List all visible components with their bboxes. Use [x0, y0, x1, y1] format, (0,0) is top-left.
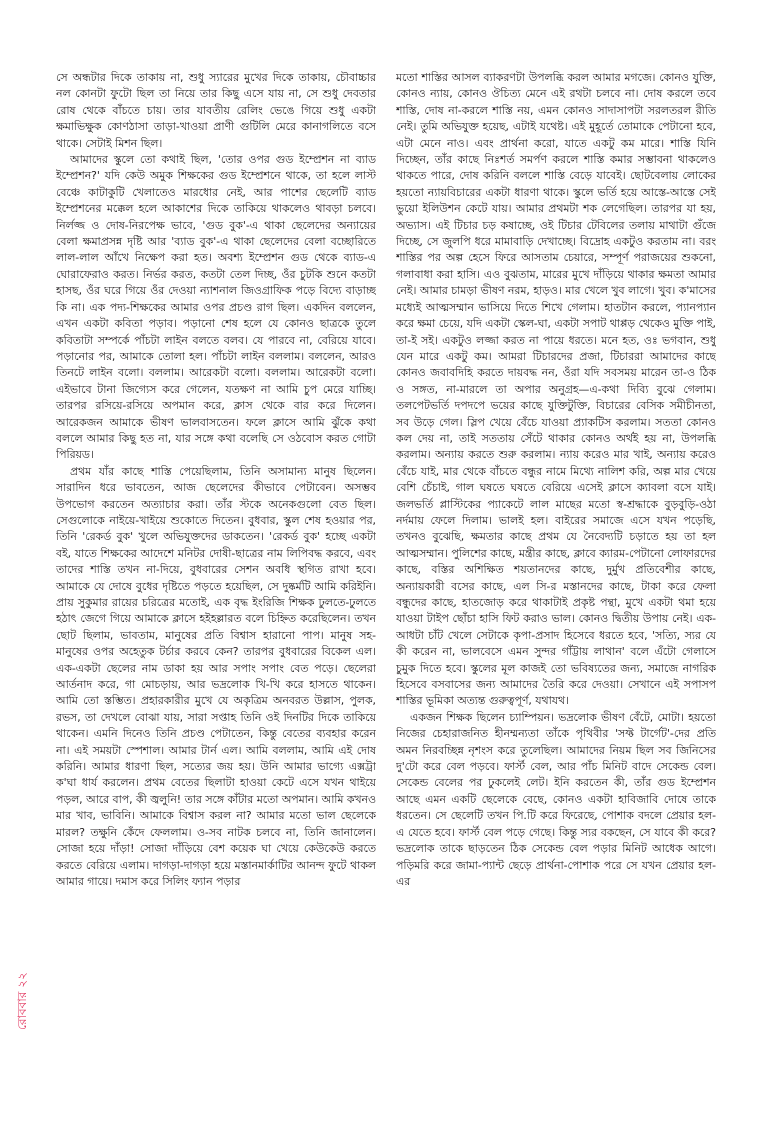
- paragraph: আমাদের স্কুলে তো কথাই ছিল, 'তোর ওপর গুড ইম্প্রেশন না ব্যাড ইম্প্রেশন?' যদি কেউ অমুক শিক্ষকের গুড ইম্প্রেশনে থাকে, তা হলে লাস্ট বেঞ্চে কাটাকুটি খেলাতেও মারধোর নেই, আর পাশের ছেলেটি ব্যাড ইম্প্রেশনের মক্কেল হলে আকাশের দিকে তাকিয়ে থাকলেও থাবড়া চলবে। নির্লজ্জ ও দোষ-নিরপেক্ষ ভাবে, 'গুড বুক'-এ থাকা ছেলেদের অন্যায়ের বেলা ক্ষমাপ্রসন্ন দৃষ্টি আর 'ব্যাড বুক'-এ থাকা ছেলেদের বেলা বচ্ছোরিতে লাল-লাল আঁখে নিক্ষেপ করা হত। অবশ্য ইম্প্রেশন গুড থেকে ব্যাড-এ ঘোরাফেরাও করত। নির্ভর করত, কতটা তেল দিচ্ছ, ওঁর চুটকি শুনে কতটা হাসছ, ওঁর ঘরে গিয়ে ওঁর দেওয়া ন্যাশনাল জিওগ্রাফিক পড়ে বিদ্যে বাড়াচ্ছ কি না। এক পদ্য-শিক্ষকের আমার ওপর প্রচণ্ড রাগ ছিল। একদিন বললেন, এখন একটা কবিতা পড়াব। পড়ানো শেষ হলে যে কোনও ছাত্রকে তুলে কবিতাটা সম্পর্কে পাঁচটা লাইন বলতে বলব। যে পারবে না, বেরিয়ে যাবে। পড়ানোর পর, আমাকে তোলা হল। পাঁচটা লাইন বললাম। বললেন, আরও তিনটে লাইন বলো। বললাম। আরেকটা বলো। বললাম। আরেকটা বলো। এইভাবে টানা জিগ্যেস করে গেলেন, যতক্ষণ না আমি চুপ মেরে যাচ্ছি। তারপর রসিয়ে-রসিয়ে অপমান করে, ক্লাস থেকে বার করে দিলেন। আরেকজন আমাকে ভীষণ ভালবাসতেন। ফলে ক্লাসে আমি ঝুঁকে কথা বললে আমার কিছু হত না, যার সঙ্গে কথা বলেছি সে ওঠবোস করত গোটা পিরিয়ড।: [56, 153, 376, 462]
- paragraph: একজন শিক্ষক ছিলেন চ্যাম্পিয়ন। ভদ্রলোক ভীষণ বেঁটে, মোটা। হয়তো নিজের চেহারাজনিত হীনম্মন্যতা তাঁকে পৃথিবীর 'সফ্ট টার্গেট'-দের প্রতি অমন নিরবচ্ছিন্ন নৃশংস করে তুলেছিল। আমাদের নিয়ম ছিল সব জিনিসের দু'টো করে বেল পড়বে। ফার্স্ট বেল, আর পাঁচ মিনিট বাদে সেকেন্ড বেল। সেকেন্ড বেলের পর ঢুকলেই লেট। ইনি করতেন কী, তাঁর গুড ইম্প্রেশন আছে এমন একটি ছেলেকে বেছে, কোনও একটা হাবিজাবি দোষে তাকে ধরতেন। সে ছেলেটি তখন পি.টি করে ফিরেছে, পোশাক বদলে প্রেয়ার হল-এ যেতে হবে। ফার্স্ট বেল পড়ে গেছে। কিন্তু স্যর বকছেন, সে যাবে কী করে? ভদ্রলোক তাকে ছাড়তেন ঠিক সেকেন্ড বেল পড়ার মিনিট আধেক আগে। পড়িমরি করে জামা-প্যান্ট ছেড়ে প্রার্থনা-পোশাক পরে সে যখন প্রেয়ার হল-এর: [396, 710, 716, 888]
- paragraph: সে অন্ধটার দিকে তাকায় না, শুধু স্যারের মুখের দিকে তাকায়, চৌবাচ্চার নল কোনটা ফুটো ছিল তা নিয়ে তার কিছু এসে যায় না, সে শুধু দেবতার রোষ থেকে বাঁচতে চায়। তার যাবতীয় রেলিং ভেঙে গিয়ে শুধু একটা ক্ষমাভিক্ষুক কোণঠাসা তাড়া-খাওয়া প্রাণী গুটিলি মেরে কানাগলিতে বসে থাকে। সেটাই মিশন ছিল।: [56, 71, 376, 150]
- text-column-right: [396, 70, 716, 1110]
- paragraph: মতো শাস্তির আসল ব্যাকরণটা উপলব্ধি করল আমার মগজে। কোনও যুক্তি, কোনও ন্যায়, কোনও ঔচিত্য মেনে এই রথটা চলবে না। দোষ করলে তবে শাস্তি, দোষ না-করলে শাস্তি নয়, এমন কোনও সাদাসাপটা সরলতরল রীতি নেই। তুমি অভিযুক্ত হয়েছ, এটাই যথেষ্ট। এই মুহূর্তে তোমাকে পেটানো হবে, এটা মেনে নাও। এবং প্রার্থনা করো, যাতে একটু কম মারে। শাস্তি যিনি দিচ্ছেন, তাঁর কাছে নিঃশর্ত সমর্পণ করলে শাস্তি কমার সম্ভাবনা থাকলেও থাকতে পারে, দোষ করিনি বললে শাস্তি বেড়ে যাবেই। ছোটবেলায় লোকের হয়তো ন্যায়বিচারের একটা ধারণা থাকে। স্কুলে ভর্তি হয়ে আস্তে-আস্তে সেই ভুয়ো ইলিউশন কেটে যায়। আমার প্রথমটা শক লেগেছিল। তারপর যা হয়, অভ্যাস। এই টিচার চড় কষাচ্ছে, ওই টিচার টেবিলের তলায় মাথাটা গুঁজে দিচ্ছে, সে জুলপি ধরে মামাবাড়ি দেখাচ্ছে। বিদ্রোহ একটুও করতাম না। বরং শাস্তির পর অল্প হেসে ফিরে আসতাম চেয়ারে, সম্পূর্ণ পরাজয়ের শুকনো, গলাবাধা করা হাসি। এও বুঝতাম, মারের মুখে দাঁড়িয়ে থাকার ক্ষমতা আমার নেই। আমার চামড়া ভীষণ নরম, হাড়ও। মার খেলে খুব লাগে। খুব। ক'মাসের মধ্যেই আত্মসম্মান ভাসিয়ে দিতে শিখে গেলাম। হাতটান করলে, প্যানপ্যান করে ক্ষমা চেয়ে, যদি একটা স্কেল-ঘা, একটা সপাট থাপ্পড় থেকেও মুক্তি পাই, তা-ই সই। একটুও লজ্জা করত না পায়ে ধরতে। মনে হত, ওঃ ভগবান, শুধু যেন মারে একটু কম। আমরা টিচারদের প্রজা, টিচাররা আমাদের কাছে কোনও জবাবদিহি করতে দায়বদ্ধ নন, ওঁরা যদি সবসময় মারেন তা-ও ঠিক ও সঙ্গত, না-মারলে তা অপার অনুগ্রহ—এ-কথা দিব্যি বুঝে গেলাম। তলপেটভর্তি দপদপে ভয়ের কাছে যুক্তিটুক্তি, বিচারের বেসিক সমীচীনতা, সব উড়ে গেল। স্লিপ খেয়ে বেঁচে যাওয়া প্র্যাকটিস করলাম। সততা কোনও কল দেয় না, তাই সততায় সেঁটে থাকার কোনও অর্থই হয় না, উপলব্ধি করলাম। অন্যায় করতে শুরু করলাম। ন্যায় করেও মার খাই, অন্যায় করেও বেঁচে যাই, মার থেকে বাঁচতে বন্ধুর নামে মিথ্যে নালিশ করি, অল্প মার খেয়ে বেশি চেঁচাই, গাল ঘষতে ঘষতে বেরিয়ে এসেই ক্লাসে ক্যাবলা বসে যাই। জলভর্তি প্লাস্টিকের প্যাকেটে লাল মাছের মতো স্ব-শ্রদ্ধাকে বুড়বুড়ি-ওঠা নর্দমায় ফেলে দিলাম। ভালই হল। বাইরের সমাজে এসে যখন পড়েছি, তখনও বুঝেছি, ক্ষমতার কাছে প্রথম যে নৈবেদ্যটি চড়াতে হয় তা হল আত্মসম্মান। পুলিশের কাছে, মন্ত্রীর কাছে, ক্লাবে ক্যারম-পেটানো লোফারদের কাছে, বস্তির অশিক্ষিত শয়তানদের কাছে, দুর্মুখ প্রতিবেশীর কাছে, অন্যায়কারী বসের কাছে, এল সি-র মস্তানদের কাছে, টাকা করে ফেলা বন্ধুদের কাছে, হাতজোড় করে থাকাটাই প্রকৃষ্ট পন্থা, মুখে একটা থমা হয়ে যাওয়া টাইপ ছোঁচা হাসি ফিট করাও ভাল। কোনও দ্বিতীয় উপায় নেই। এক-আধটা চাঁট খেলে সেটাকে কৃপা-প্রসাদ হিসেবে ধরতে হবে, 'সত্যি, স্যর যে কী করেন না, ভালবেসে এমন সুন্দর গাঁট্টায় লাথান' বলে এঁটো গেলাসে চুমুক দিতে হবে। স্কুলের মূল কাজই তো ভবিষ্যতের জন্য, সমাজে নাগরিক হিসেবে বসবাসের জন্য আমাদের তৈরি করে দেওয়া। সেখানে এই সপাসপ শাস্তির ভূমিকা অত্যন্ত গুরুত্বপূর্ণ, যথাযথ।: [396, 71, 716, 708]
- paragraph: প্রথম যাঁর কাছে শাস্তি পেয়েছিলাম, তিনি অসামান্য মানুষ ছিলেন। সারাদিন ধরে ভাবতেন, আজ ছেলেদের কীভাবে পেটাবেন। অসম্ভব উপভোগ করতেন অত্যাচার করা। তাঁর স্টকে অনেকগুলো বেত ছিল। সেগুলোকে নাইয়ে-খাইয়ে শুকোতে দিতেন। বুধবার, স্কুল শেষ হওয়ার পর, তিনি 'রেকর্ড বুক' খুলে অভিযুক্তদের ডাকতেন। 'রেকর্ড বুক' হচ্ছে একটা বই, যাতে শিক্ষকের আদেশে মনিটর দোষী-ছাত্রের নাম লিপিবদ্ধ করবে, এবং তাদের শাস্তি তখন না-দিয়ে, বুধবারের সেশন অবধি স্থগিত রাখা হবে। আমাকে যে দোষে বুধের দৃষ্টিতে পড়তে হয়েছিল, সে দুষ্কর্মটি আমি করিইনি। প্রায় সুকুমার রায়ের চরিত্রের মতোই, এক বৃদ্ধ ইংরিজি শিক্ষক ঢুলতে-ঢুলতে হঠাৎ জেগে গিয়ে আমাকে ক্লাসে হইহল্লারত বলে চিহ্নিত করেছিলেন। তখন ছোট ছিলাম, ভাবতাম, মানুষের প্রতি বিশ্বাস হারানো পাপ। মানুষ সহ-মানুষের ওপর অহেতুক টর্চার করবে কেন? তারপর বুধবারের বিকেল এল। এক-একটা ছেলের নাম ডাকা হয় আর সপাং সপাং বেত পড়ে। ছেলেরা আর্তনাদ করে, গা মোচড়ায়, আর ভদ্রলোক খি-খি করে হাসতে থাকেন। আমি তো স্তম্ভিত। প্রহারকারীর মুখে যে অকৃত্রিম অনবরত উল্লাস, পুলক, রভস, তা দেখলে বোঝা যায়, সারা সপ্তাহ তিনি ওই দিনটির দিকে তাকিয়ে থাকেন। এমনি দিনেও তিনি প্রচণ্ড পেটাতেন, কিন্তু বেতের ব্যবহার করেন না। এই সময়টা স্পেশাল। আমার টার্ন এল। আমি বললাম, আমি এই দোষ করিনি। আমার ধারণা ছিল, সত্যের জয় হয়। উনি আমার ভাগ্যে এক্সট্রা ক'ঘা ধার্য করলেন। প্রথম বেতের ছিলাটা হাওয়া কেটে এসে যখন থাইয়ে পড়ল, আরে বাপ, কী জ্বলুনি! তার সঙ্গে কাঁটার মতো অপমান। আমি কখনও মার খাব, ভাবিনি। আমাকে বিশ্বাস করল না? আমার মতো ভাল ছেলেকে মারল? তক্ষুনি কেঁদে ফেললাম। ও-সব নাটক চলবে না, তিনি জানালেন। সোজা হয়ে দাঁড়া! সোজা দাঁড়িয়ে বেশ কয়েক ঘা খেয়ে কেউকেউ করতে করতে বেরিয়ে এলাম। দাগড়া-দাগড়া হয়ে মস্তানমার্কাটির আনন্দ ফুটে থাকল আমার গায়ে। দমাস করে সিলিং ফ্যান পড়ার: [56, 464, 376, 888]
- text-column-left: [56, 70, 376, 1110]
- page-footer: রোববার ২২: [15, 972, 29, 1030]
